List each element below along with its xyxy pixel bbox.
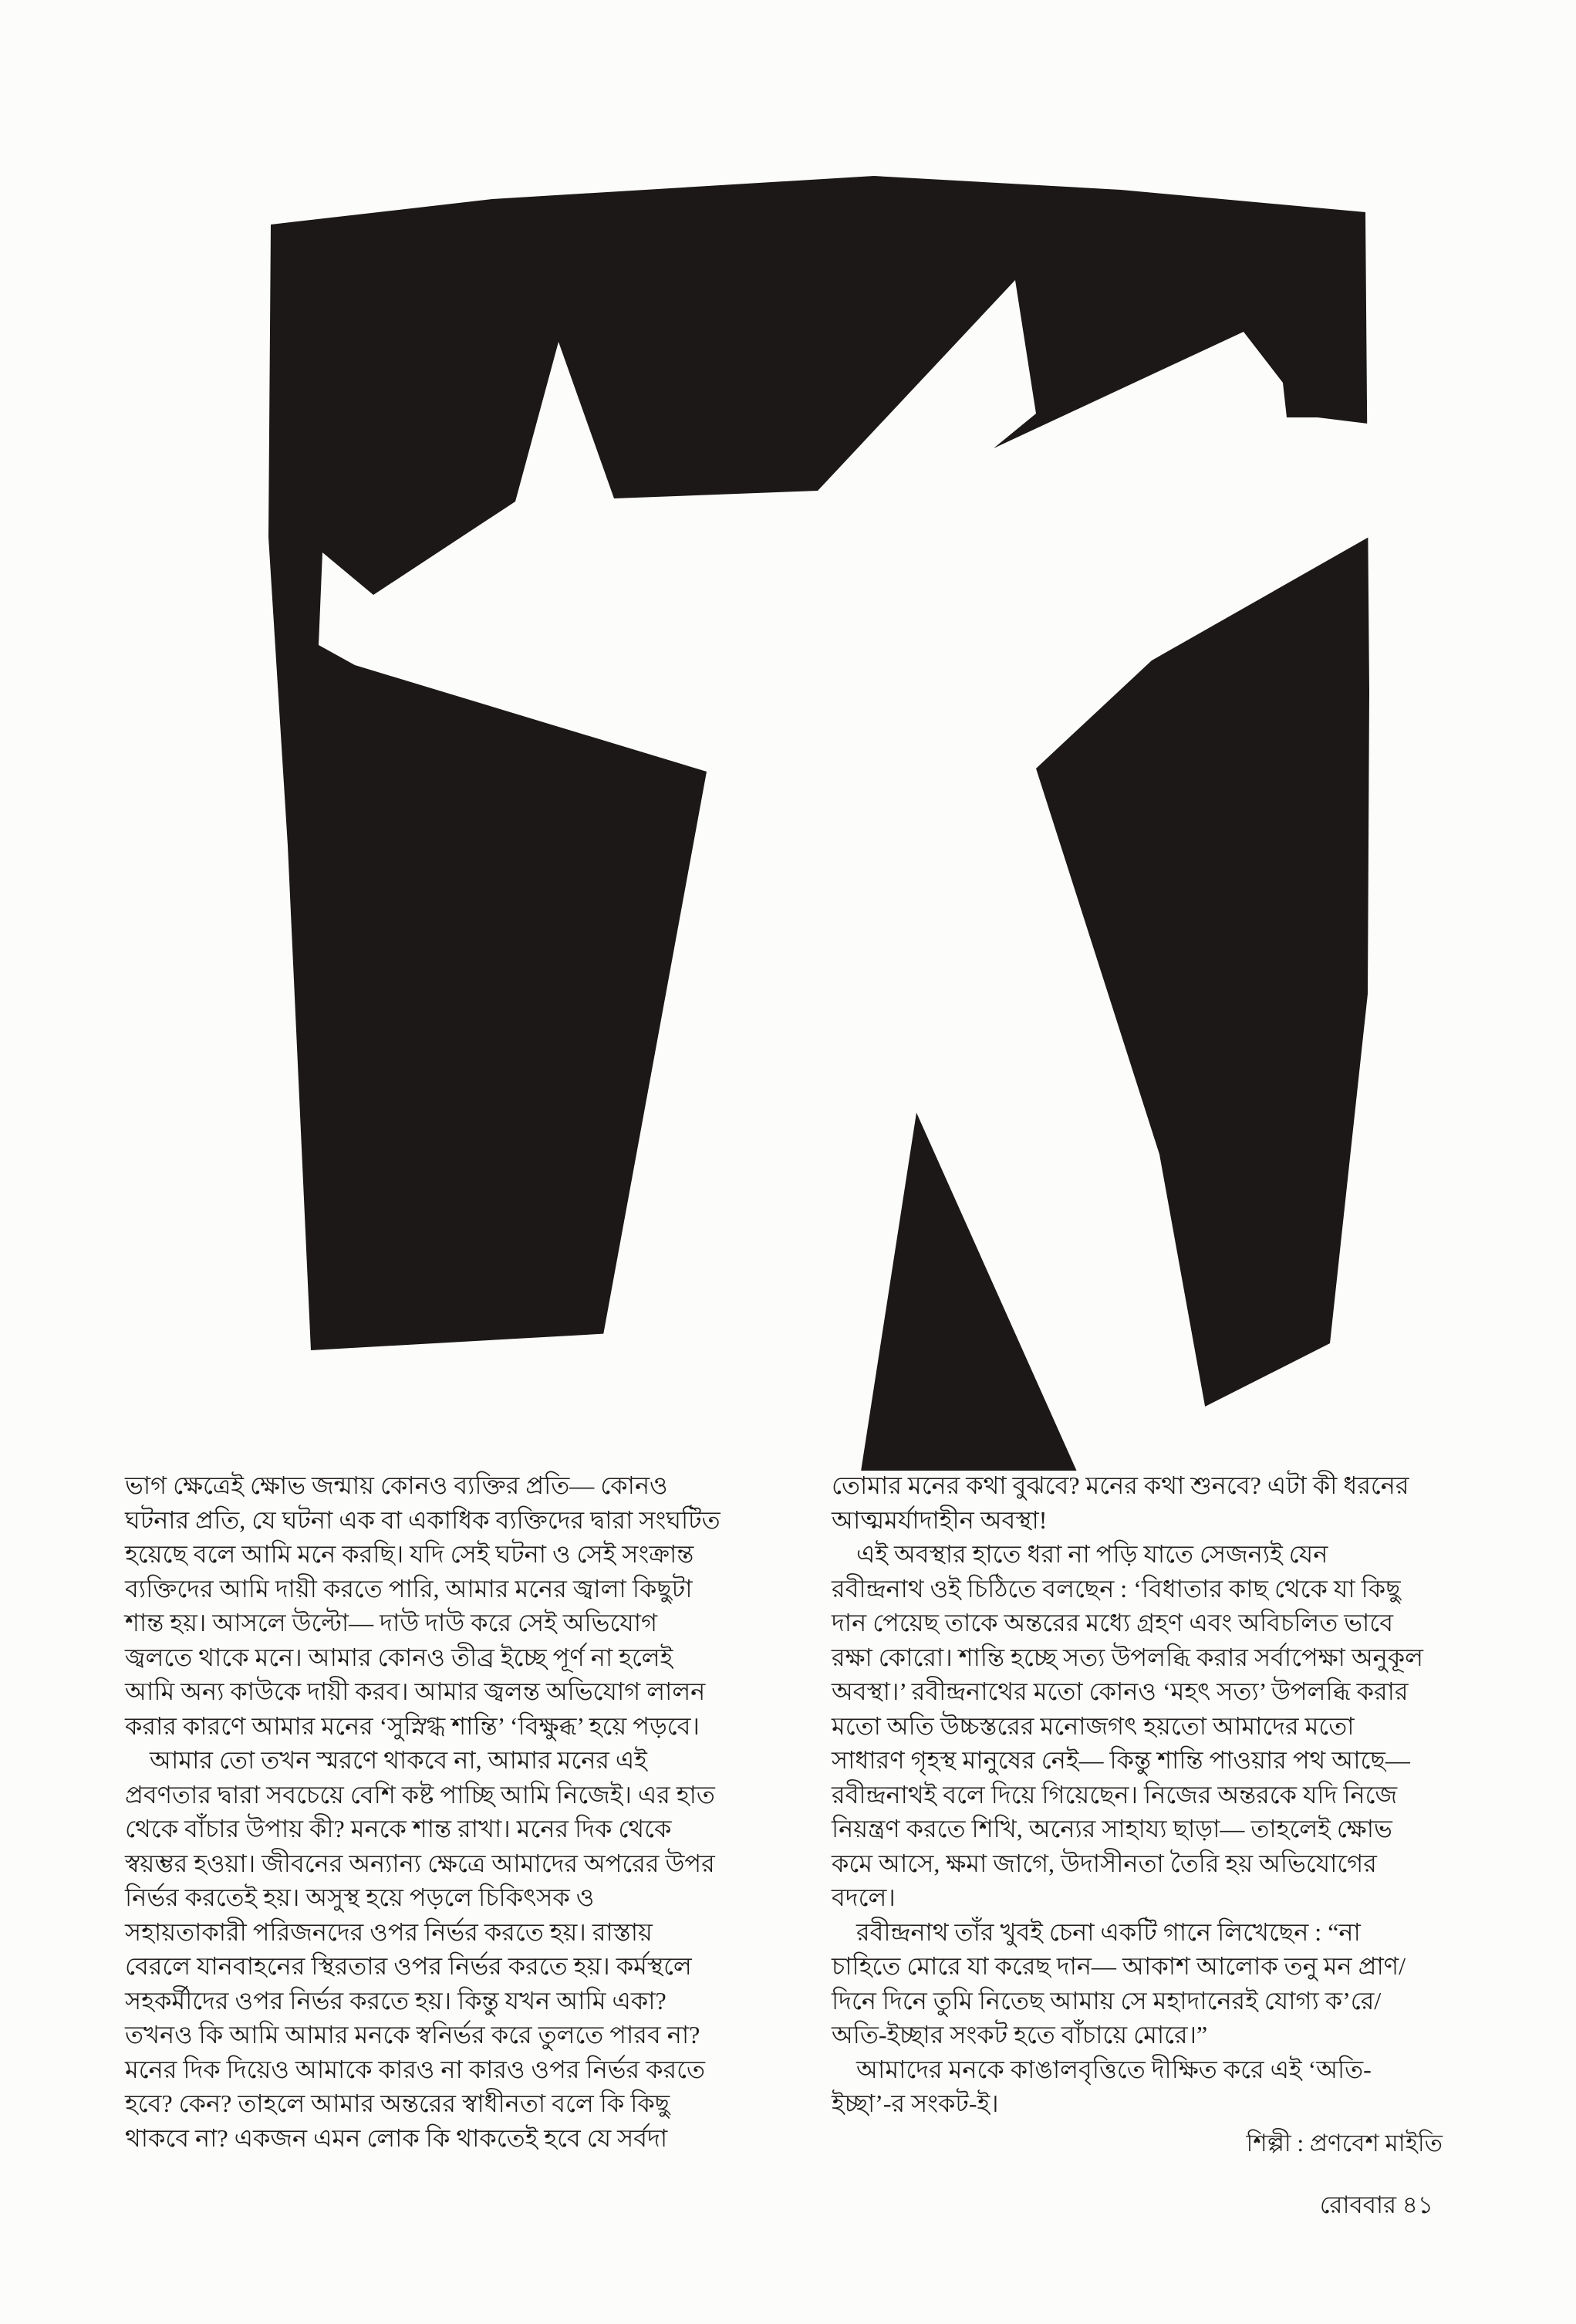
text-line: ঘটনার প্রতি, যে ঘটনা এক বা একাধিক ব্যক্তিদের দ্বারা সংঘটিত	[125, 1505, 721, 1534]
text-line: আত্মমর্যাদাহীন অবস্থা!	[832, 1505, 1048, 1534]
text-line: বেরলে যানবাহনের স্থিরতার ওপর নির্ভর করতে হয়। কর্মস্থলে	[125, 1952, 692, 1980]
text-line: মতো অতি উচ্চস্তরের মনোজগৎ হয়তো আমাদের মতো	[832, 1711, 1355, 1740]
text-line: বদলে।	[832, 1883, 896, 1911]
text-line: করার কারণে আমার মনের ‘সুস্নিগ্ধ শান্তি’ ‘বিক্ষুব্ধ’ হয়ে পড়বে।	[125, 1711, 700, 1740]
text-line: কমে আসে, ক্ষমা জাগে, উদাসীনতা তৈরি হয় অভিযোগের	[832, 1849, 1377, 1877]
text-line: ইচ্ছা’-র সংকট-ই।	[832, 2089, 999, 2117]
text-line: সহায়তাকারী পরিজনদের ওপর নির্ভর করতে হয়। রাস্তায়	[125, 1917, 653, 1946]
text-line: স্বয়ম্ভর হওয়া। জীবনের অন্যান্য ক্ষেত্রে আমাদের অপরের উপর	[125, 1849, 715, 1877]
text-line: তখনও কি আমি আমার মনকে স্বনির্ভর করে তুলতে পারব না?	[125, 2021, 700, 2049]
page-number-footer: রোববার ৪১	[1319, 2191, 1433, 2218]
text-line: থেকে বাঁচার উপায় কী? মনকে শান্ত রাখা। মনের দিক থেকে	[125, 1815, 672, 1843]
text-line: দান পেয়েছ তাকে অন্তরের মধ্যে গ্রহণ এবং অবিচলিত ভাবে	[832, 1609, 1394, 1637]
text-line: আমি অন্য কাউকে দায়ী করব। আমার জ্বলন্ত অভিযোগ লালন	[125, 1677, 706, 1705]
text-line: নিয়ন্ত্রণ করতে শিখি, অন্যের সাহায্য ছাড়া— তাহলেই ক্ষোভ	[832, 1815, 1392, 1843]
text-line: হয়েছে বলে আমি মনে করছি। যদি সেই ঘটনা ও সেই সংক্রান্ত	[125, 1540, 694, 1568]
abstract-figure-artwork	[265, 151, 1383, 1471]
article-column-right	[832, 1468, 1495, 2121]
text-line: প্রবণতার দ্বারা সবচেয়ে বেশি কষ্ট পাচ্ছি আমি নিজেই। এর হাত	[125, 1780, 715, 1809]
text-line: রবীন্দ্রনাথ ওই চিঠিতে বলছেন : ‘বিধাতার কাছ থেকে যা কিছু	[832, 1574, 1401, 1603]
artist-credit: শিল্পী : প্রণবেশ মাইতি	[1246, 2130, 1443, 2157]
text-line: সহকর্মীদের ওপর নির্ভর করতে হয়। কিন্তু যখন আমি একা?	[125, 1986, 667, 2015]
text-line: মনের দিক দিয়েও আমাকে কারও না কারও ওপর নির্ভর করতে	[125, 2055, 705, 2083]
text-line: ব্যক্তিদের আমি দায়ী করতে পারি, আমার মনের জ্বালা কিছুটা	[125, 1574, 693, 1603]
text-line: রবীন্দ্রনাথই বলে দিয়ে গিয়েছেন। নিজের অন্তরকে যদি নিজে	[832, 1780, 1398, 1809]
article-column-left	[125, 1468, 782, 2155]
text-line: চাহিতে মোরে যা করেছ দান— আকাশ আলোক তনু মন প্রাণ/	[832, 1952, 1406, 1980]
text-line: নির্ভর করতেই হয়। অসুস্থ হয়ে পড়লে চিকিৎসক ও	[125, 1883, 595, 1911]
text-line: রবীন্দ্রনাথ তাঁর খুবই চেনা একটি গানে লিখেছেন : “না	[832, 1917, 1361, 1946]
text-line: তোমার মনের কথা বুঝবে? মনের কথা শুনবে? এটা কী ধরনের	[832, 1471, 1409, 1499]
text-line: আমাদের মনকে কাঙালবৃত্তিতে দীক্ষিত করে এই ‘অতি-	[832, 2055, 1372, 2083]
text-line: আমার তো তখন স্মরণে থাকবে না, আমার মনের এই	[125, 1746, 647, 1774]
text-line: জ্বলতে থাকে মনে। আমার কোনও তীব্র ইচ্ছে পূর্ণ না হলেই	[125, 1643, 673, 1671]
text-line: দিনে দিনে তুমি নিতেছ আমায় সে মহাদানেরই যোগ্য ক’রে/	[832, 1986, 1382, 2015]
woodcut-illustration	[265, 151, 1383, 1471]
text-line: থাকবে না? একজন এমন লোক কি থাকতেই হবে যে সর্বদা	[125, 2123, 668, 2152]
text-line: অতি-ইচ্ছার সংকট হতে বাঁচায়ে মোরে।”	[832, 2021, 1208, 2049]
text-line: রক্ষা কোরো। শান্তি হচ্ছে সত্য উপলব্ধি করার সর্বাপেক্ষা অনুকূল	[832, 1643, 1423, 1671]
text-line: এই অবস্থার হাতে ধরা না পড়ি যাতে সেজন্যই যেন	[832, 1540, 1328, 1568]
text-line: ভাগ ক্ষেত্রেই ক্ষোভ জন্মায় কোনও ব্যক্তির প্রতি— কোনও	[125, 1471, 668, 1499]
text-line: হবে? কেন? তাহলে আমার অন্তরের স্বাধীনতা বলে কি কিছু	[125, 2089, 670, 2117]
text-line: সাধারণ গৃহস্থ মানুষের নেই— কিন্তু শান্তি পাওয়ার পথ আছে—	[832, 1746, 1410, 1774]
text-line: অবস্থা।’ রবীন্দ্রনাথের মতো কোনও ‘মহৎ সত্য’ উপলব্ধি করার	[832, 1677, 1409, 1705]
text-line: শান্ত হয়। আসলে উল্টো— দাউ দাউ করে সেই অভিযোগ	[125, 1609, 658, 1637]
